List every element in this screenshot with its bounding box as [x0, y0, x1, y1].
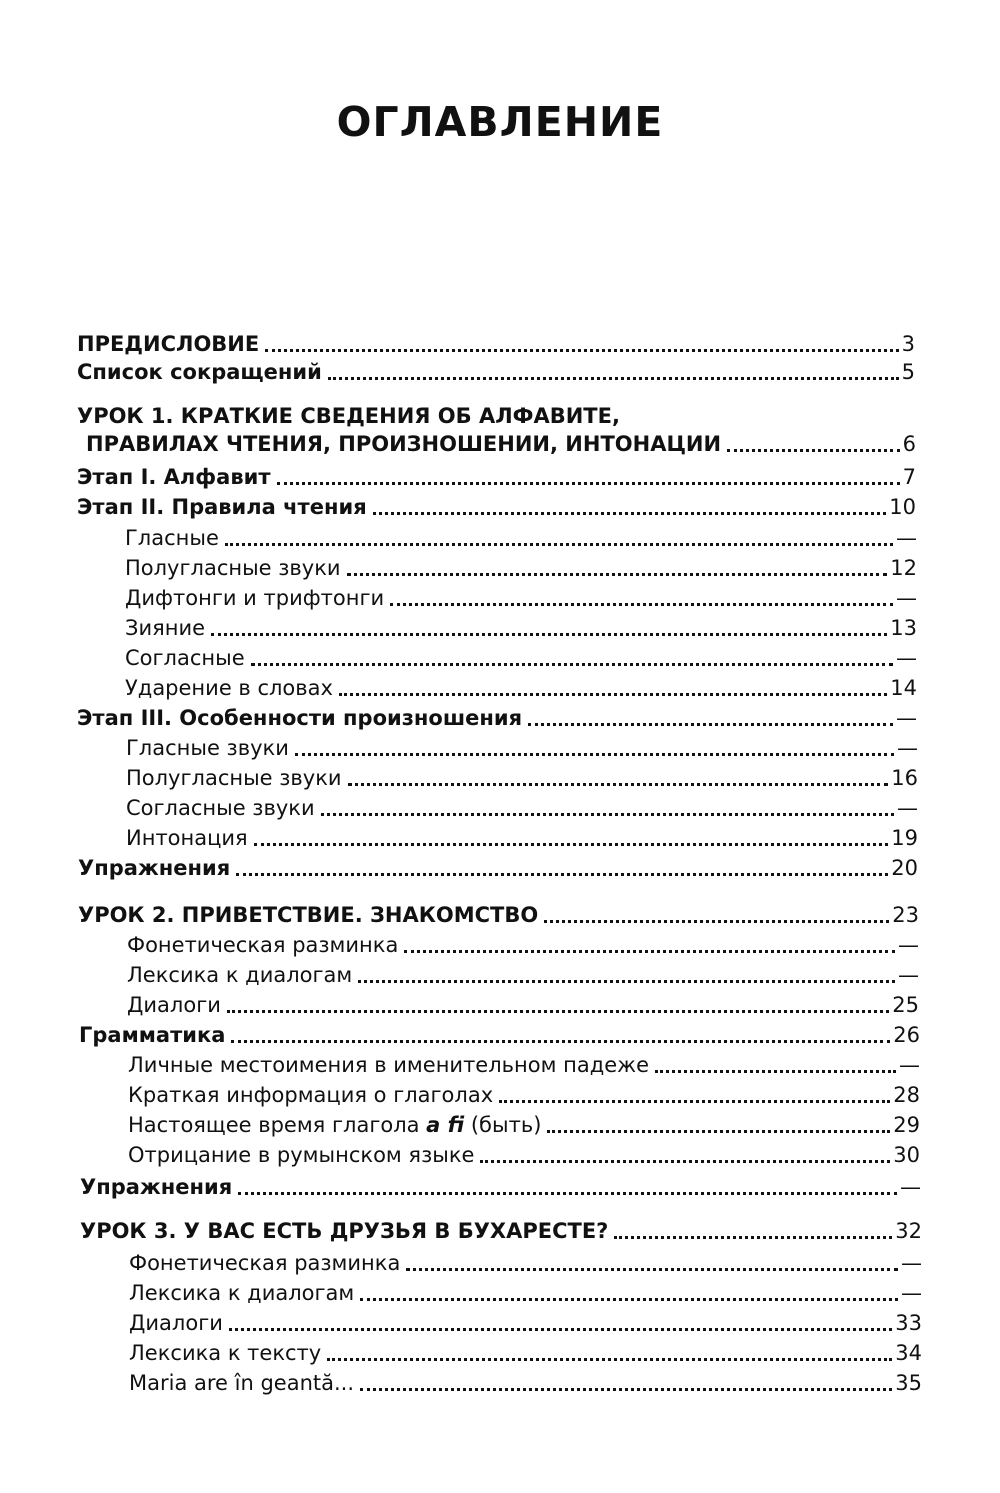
toc-entry[interactable]: [78, 898, 919, 928]
toc-entry-label: Список сокращений: [77, 360, 322, 384]
toc-entry-page: 35: [895, 1371, 922, 1395]
toc-entry-label: ПРАВИЛАХ ЧТЕНИЯ, ПРОИЗНОШЕНИИ, ИНТОНАЦИИ: [86, 432, 722, 456]
toc-entry-page: 32: [895, 1219, 922, 1243]
toc-entry-page: 19: [891, 826, 918, 850]
toc-entry-page: —: [896, 586, 917, 610]
toc-entry-label: Диалоги: [127, 993, 221, 1017]
toc-entry[interactable]: [77, 490, 916, 520]
toc-entry-page: 23: [892, 903, 919, 927]
toc-entry-page: 7: [902, 465, 916, 489]
lesson-heading-line1[interactable]: УРОК 1. КРАТКИЕ СВЕДЕНИЯ ОБ АЛФАВИТЕ,: [77, 404, 620, 428]
toc-entry[interactable]: [125, 671, 917, 701]
dot-leader: [373, 512, 887, 515]
toc-entry-label-pre: Настоящее время глагола: [128, 1113, 427, 1137]
toc-entry-label: Полугласные звуки: [126, 766, 342, 790]
dot-leader: [265, 349, 898, 352]
toc-entry[interactable]: [78, 851, 918, 881]
toc-entry-label: Полугласные звуки: [125, 556, 341, 580]
toc-entry[interactable]: [128, 1138, 920, 1168]
dot-leader: [236, 873, 888, 876]
toc-entry-label: Краткая информация о глаголах: [128, 1083, 494, 1107]
toc-entry[interactable]: [129, 1336, 922, 1366]
toc-entry-label: Maria are în geantă...: [129, 1371, 355, 1395]
dot-leader: [347, 573, 888, 576]
toc-entry-page: 34: [895, 1341, 922, 1365]
toc-entry-page: 6: [902, 432, 916, 456]
dot-leader: [227, 1010, 889, 1013]
toc-entry-page: —: [899, 1053, 920, 1077]
dot-leader: [211, 633, 887, 636]
dot-leader: [614, 1236, 892, 1239]
dot-leader: [277, 482, 900, 485]
toc-entry-page: 10: [889, 495, 916, 519]
toc-entry-label: [128, 1112, 541, 1138]
dot-leader: [390, 603, 893, 606]
toc-entry[interactable]: [126, 821, 918, 851]
toc-entry-label: Гласные: [125, 526, 219, 550]
toc-entry-label: Согласные звуки: [126, 796, 315, 820]
toc-entry[interactable]: [126, 731, 918, 761]
dot-leader: [321, 813, 894, 816]
toc-entry-page: —: [900, 1175, 921, 1199]
toc-entry-label: Зияние: [125, 616, 206, 640]
toc-entry[interactable]: [128, 1048, 920, 1078]
dot-leader: [225, 543, 893, 546]
toc-entry-page: —: [898, 933, 919, 957]
toc-entry[interactable]: [125, 611, 917, 641]
toc-entry-page: 20: [891, 856, 918, 880]
toc-entry[interactable]: [125, 551, 917, 581]
toc-entry[interactable]: [77, 355, 915, 385]
toc-entry[interactable]: [129, 1306, 922, 1336]
toc-entry-page: 29: [893, 1113, 920, 1137]
toc-entry[interactable]: [129, 1246, 922, 1276]
toc-entry[interactable]: [129, 1276, 922, 1306]
dot-leader: [404, 950, 895, 953]
toc-entry-page: 33: [895, 1311, 922, 1335]
dot-leader: [229, 1328, 892, 1331]
dot-leader: [358, 980, 895, 983]
toc-entry[interactable]: [80, 1214, 922, 1244]
dot-leader: [499, 1100, 890, 1103]
toc-entry-page: 16: [891, 766, 918, 790]
dot-leader: [238, 1192, 897, 1195]
toc-entry-page: —: [898, 963, 919, 987]
toc-entry[interactable]: [77, 327, 915, 357]
toc-entry-label: Упражнения: [78, 856, 231, 880]
toc-entry[interactable]: [125, 641, 917, 671]
toc-entry-label: Грамматика: [79, 1023, 226, 1047]
dot-leader: [360, 1388, 892, 1391]
toc-entry-label: Ударение в словах: [125, 676, 333, 700]
toc-entry-page: 26: [893, 1023, 920, 1047]
toc-entry-label: ПРЕДИСЛОВИЕ: [77, 332, 260, 356]
toc-entry[interactable]: [127, 988, 919, 1018]
toc-entry[interactable]: [80, 1170, 921, 1200]
toc-entry[interactable]: [127, 958, 919, 988]
toc-entry-page: 30: [893, 1143, 920, 1167]
toc-entry-label: УРОК 2. ПРИВЕТСТВИЕ. ЗНАКОМСТВО: [78, 903, 539, 927]
toc-entry-page: —: [897, 796, 918, 820]
toc-entry-page: —: [896, 526, 917, 550]
dot-leader: [339, 693, 887, 696]
dot-leader: [528, 723, 893, 726]
toc-entry-label-post: (быть): [464, 1113, 542, 1137]
toc-entry-label: Фонетическая разминка: [129, 1251, 401, 1275]
dot-leader: [348, 783, 889, 786]
toc-entry-page: —: [901, 1251, 922, 1275]
toc-entry-page: 13: [890, 616, 917, 640]
toc-entry-page: 25: [892, 993, 919, 1017]
dot-leader: [406, 1268, 898, 1271]
toc-entry-label: Отрицание в румынском языке: [128, 1143, 475, 1167]
toc-entry-label: Дифтонги и трифтонги: [125, 586, 385, 610]
page-title: ОГЛАВЛЕНИЕ: [336, 98, 664, 146]
toc-entry[interactable]: [128, 1108, 920, 1138]
toc-entry[interactable]: [86, 427, 916, 457]
toc-entry[interactable]: [126, 791, 918, 821]
toc-entry[interactable]: [79, 1018, 920, 1048]
dot-leader: [254, 843, 889, 846]
toc-entry-label: Лексика к диалогам: [129, 1281, 355, 1305]
dot-leader: [328, 377, 899, 380]
toc-entry-page: —: [896, 646, 917, 670]
toc-entry-label: Согласные: [125, 646, 245, 670]
toc-entry-label: Личные местоимения в именительном падеже: [128, 1053, 650, 1077]
dot-leader: [231, 1040, 890, 1043]
dot-leader: [480, 1160, 890, 1163]
toc-entry[interactable]: [128, 1078, 920, 1108]
dot-leader: [295, 753, 894, 756]
toc-entry-page: 28: [893, 1083, 920, 1107]
dot-leader: [547, 1130, 890, 1133]
toc-entry-page: —: [896, 706, 917, 730]
toc-entry-label: Гласные звуки: [126, 736, 289, 760]
toc-entry-label: УРОК 3. У ВАС ЕСТЬ ДРУЗЬЯ В БУХАРЕСТЕ?: [80, 1219, 609, 1243]
toc-entry-label: Этап II. Правила чтения: [77, 495, 367, 519]
toc-entry-page: 12: [890, 556, 917, 580]
toc-entry[interactable]: [129, 1366, 922, 1396]
dot-leader: [327, 1358, 892, 1361]
toc-entry-page: 14: [890, 676, 917, 700]
dot-leader: [727, 449, 900, 452]
toc-entry[interactable]: [125, 521, 917, 551]
toc-entry-label: Фонетическая разминка: [127, 933, 399, 957]
toc-entry[interactable]: [77, 460, 916, 490]
toc-entry-label: Этап III. Особенности произношения: [77, 706, 523, 730]
toc-entry-page: —: [901, 1281, 922, 1305]
toc-entry-label: Лексика к тексту: [129, 1341, 322, 1365]
toc-entry-label-emphasis: a fi: [426, 1113, 465, 1137]
toc-entry[interactable]: [127, 928, 919, 958]
dot-leader: [544, 920, 889, 923]
dot-leader: [251, 663, 893, 666]
toc-entry[interactable]: [126, 761, 918, 791]
toc-entry-page: 5: [901, 360, 915, 384]
toc-entry-label: Упражнения: [80, 1175, 233, 1199]
toc-entry-label: Этап I. Алфавит: [77, 465, 271, 489]
toc-entry-label: Диалоги: [129, 1311, 223, 1335]
toc-entry-page: 3: [901, 332, 915, 356]
dot-leader: [655, 1070, 896, 1073]
dot-leader: [360, 1298, 898, 1301]
toc-entry-label: Лексика к диалогам: [127, 963, 353, 987]
toc-entry-label: Интонация: [126, 826, 248, 850]
toc-entry[interactable]: [125, 581, 917, 611]
toc-entry[interactable]: [77, 701, 917, 731]
toc-entry-page: —: [897, 736, 918, 760]
